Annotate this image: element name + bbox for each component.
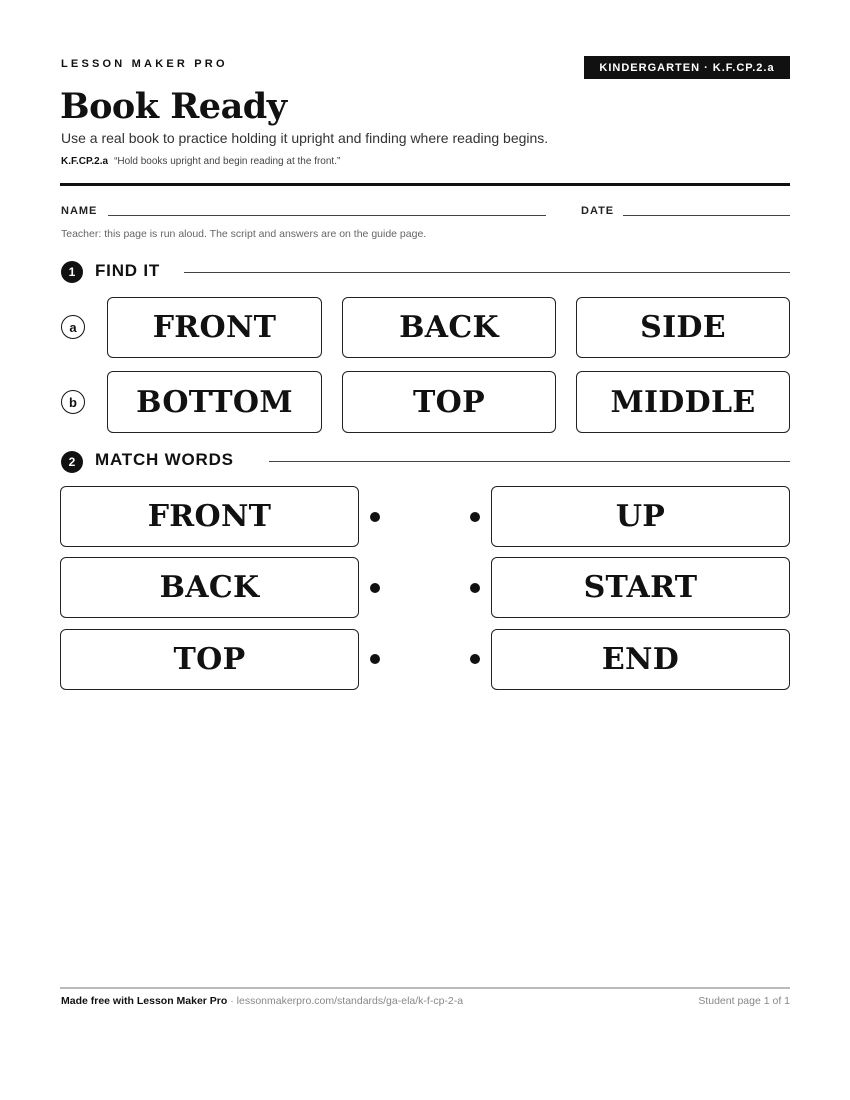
footer-page-number: Student page 1 of 1	[698, 995, 790, 1007]
match-dot-left-1[interactable]	[370, 512, 380, 522]
section-1-number: 1	[61, 261, 83, 283]
match-left-back[interactable]: BACK	[60, 557, 359, 618]
footer-separator: ·	[227, 995, 237, 1007]
footer-url-link[interactable]: lessonmakerpro.com/standards/ga-ela/k-f-cp-2-a	[236, 995, 464, 1007]
match-dot-right-1[interactable]	[470, 512, 480, 522]
word-card-middle[interactable]: MIDDLE	[576, 371, 790, 433]
word-card-back[interactable]: BACK	[342, 297, 556, 358]
word-card-bottom[interactable]: BOTTOM	[107, 371, 322, 433]
standard-text: “Hold books upright and begin reading at the front.”	[114, 156, 341, 167]
row-b-label: b	[61, 390, 85, 414]
match-right-up[interactable]: UP	[491, 486, 790, 547]
page-title: Book Ready	[60, 86, 287, 127]
match-dot-left-3[interactable]	[370, 654, 380, 664]
match-dot-right-2[interactable]	[470, 583, 480, 593]
grade-standard-badge: KINDERGARTEN · K.F.CP.2.a	[584, 56, 790, 79]
section-2-title: MATCH WORDS	[95, 450, 234, 469]
word-card-front[interactable]: FRONT	[107, 297, 322, 358]
match-right-start[interactable]: START	[491, 557, 790, 618]
word-card-top[interactable]: TOP	[342, 371, 556, 433]
teacher-note: Teacher: this page is run aloud. The script and answers are on the guide page.	[61, 228, 427, 240]
standard-code: K.F.CP.2.a	[61, 156, 109, 167]
word-card-side[interactable]: SIDE	[576, 297, 790, 358]
match-dot-left-2[interactable]	[370, 583, 380, 593]
match-dot-right-3[interactable]	[470, 654, 480, 664]
footer-made-by: Made free with Lesson Maker Pro	[61, 995, 228, 1007]
section-2-rule	[269, 461, 790, 462]
brand-name: LESSON MAKER PRO	[61, 58, 228, 70]
header-divider	[60, 183, 790, 186]
name-label: NAME	[61, 205, 98, 217]
section-2-number: 2	[61, 451, 83, 473]
standard-line	[61, 156, 340, 167]
name-field[interactable]	[108, 215, 546, 216]
section-1-rule	[184, 272, 790, 273]
date-label: DATE	[581, 205, 615, 217]
match-left-top[interactable]: TOP	[60, 629, 359, 690]
match-right-end[interactable]: END	[491, 629, 790, 690]
row-a-label: a	[61, 315, 85, 339]
match-left-front[interactable]: FRONT	[60, 486, 359, 547]
date-field[interactable]	[623, 215, 790, 216]
footer-divider	[60, 987, 790, 989]
footer-credit	[61, 995, 463, 1007]
page-subtitle: Use a real book to practice holding it upright and finding where reading begins.	[61, 130, 549, 146]
section-1-title: FIND IT	[95, 261, 161, 280]
